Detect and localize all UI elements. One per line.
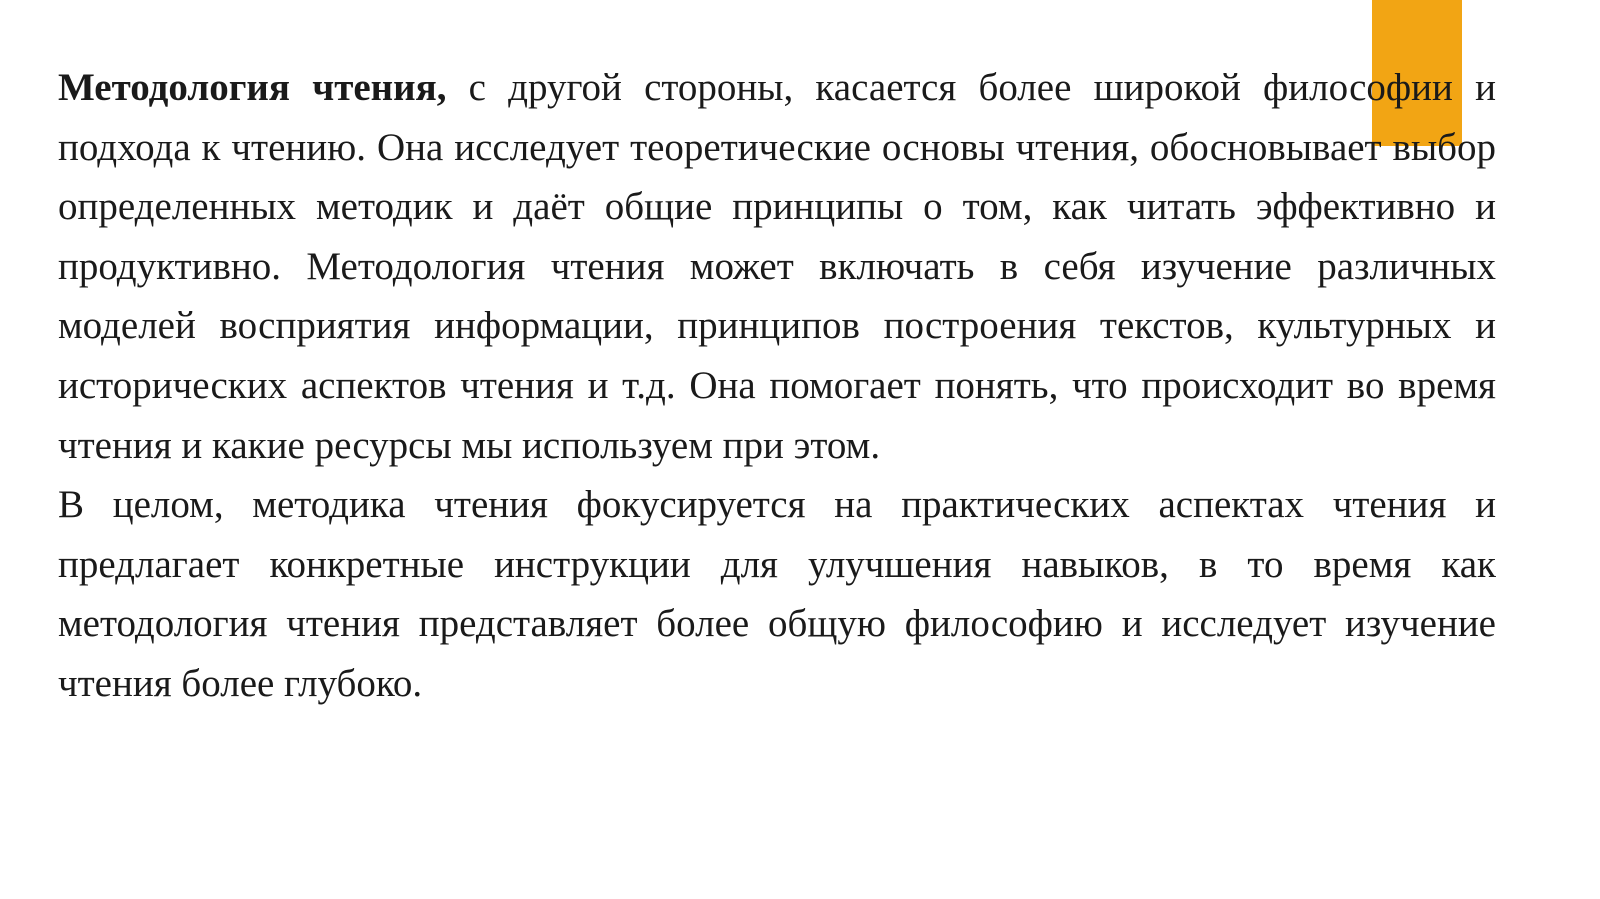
paragraph-text: В целом, методика чтения фокусируется на практических аспектах чтения и предлагает конкретные инструкции для улучшения навыков, в то время как методология чтения представляет более общую философию и исследует изучение чтения более глубоко. — [58, 483, 1496, 705]
paragraph-text: с другой стороны, касается более широкой философии и подхода к чтению. Она исследует теоретические основы чтения, обосновывает выбор определенных методик и даёт общие принципы о том, как читать эффективно и продуктивно. Методология чтения может включать в себя изучение различных моделей восприятия информации, принципов построения текстов, культурных и исторических аспектов чтения и т.д. Она помогает понять, что происходит во время чтения и какие ресурсы мы используем при этом. — [58, 66, 1496, 467]
slide-text-body — [58, 58, 1496, 714]
paragraph-methodology — [58, 58, 1496, 475]
paragraph-conclusion — [58, 475, 1496, 713]
paragraph-bold-lead: Методология чтения, — [58, 66, 447, 109]
